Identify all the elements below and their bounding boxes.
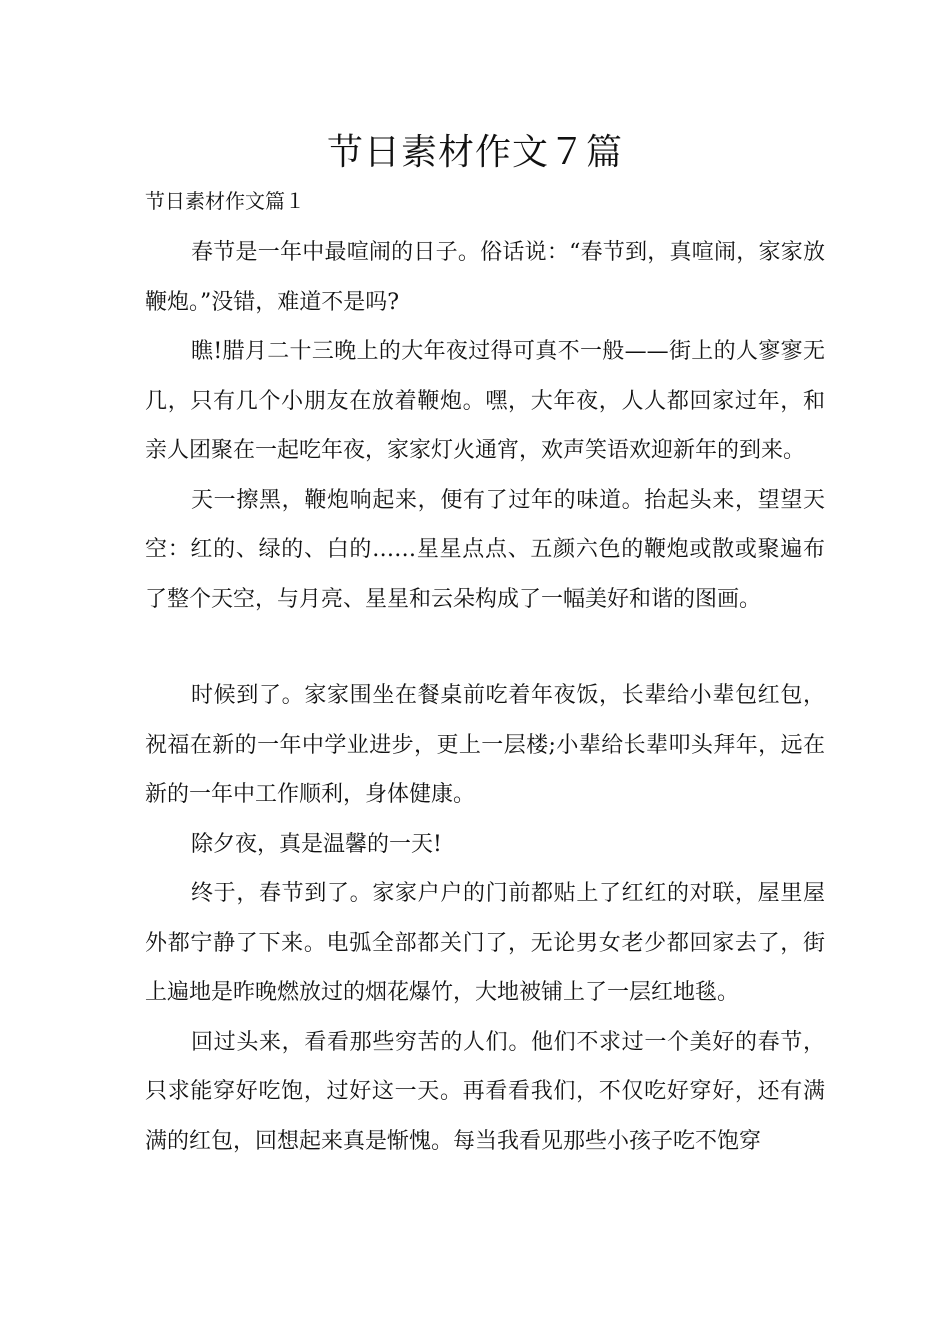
paragraph: 瞧!腊月二十三晚上的大年夜过得可真不一般——街上的人寥寥无几，只有几个小朋友在放着鞭炮。嘿，大年夜，人人都回家过年，和亲人团聚在一起吃年夜，家家灯火通宵，欢声笑语欢迎新年的到来。	[145, 339, 825, 463]
paragraph: 终于，春节到了。家家户户的门前都贴上了红红的对联，屋里屋外都宁静了下来。电弧全部都关门了，无论男女老少都回家去了，街上遍地是昨晚燃放过的烟花爆竹，大地被铺上了一层红地毯。	[145, 881, 825, 1005]
paragraph: 时候到了。家家围坐在餐桌前吃着年夜饭，长辈给小辈包红包，祝福在新的一年中学业进步，更上一层楼;小辈给长辈叩头拜年，远在新的一年中工作顺利，身体健康。	[145, 683, 825, 807]
paragraph: 天一擦黑，鞭炮响起来，便有了过年的味道。抬起头来，望望天空：红的、绿的、白的……星星点点、五颜六色的鞭炮或散或聚遍布了整个天空，与月亮、星星和云朵构成了一幅美好和谐的图画。	[145, 487, 825, 612]
document-title: 节日素材作文７篇	[326, 132, 623, 173]
paragraph: 春节是一年中最喧闹的日子。俗话说：“春节到，真喧闹，家家放鞭炮。”没错，难道不是吗?	[145, 240, 825, 315]
paragraph: 除夕夜，真是温馨的一天!	[191, 831, 442, 857]
section-heading: 节日素材作文篇１	[145, 189, 305, 213]
essay-body	[145, 228, 825, 1166]
paragraph: 回过头来，看看那些穷苦的人们。他们不求过一个美好的春节，只求能穿好吃饱，过好这一天。再看看我们，不仅吃好穿好，还有满满的红包，回想起来真是惭愧。每当我看见那些小孩子吃不饱穿	[145, 1029, 825, 1154]
